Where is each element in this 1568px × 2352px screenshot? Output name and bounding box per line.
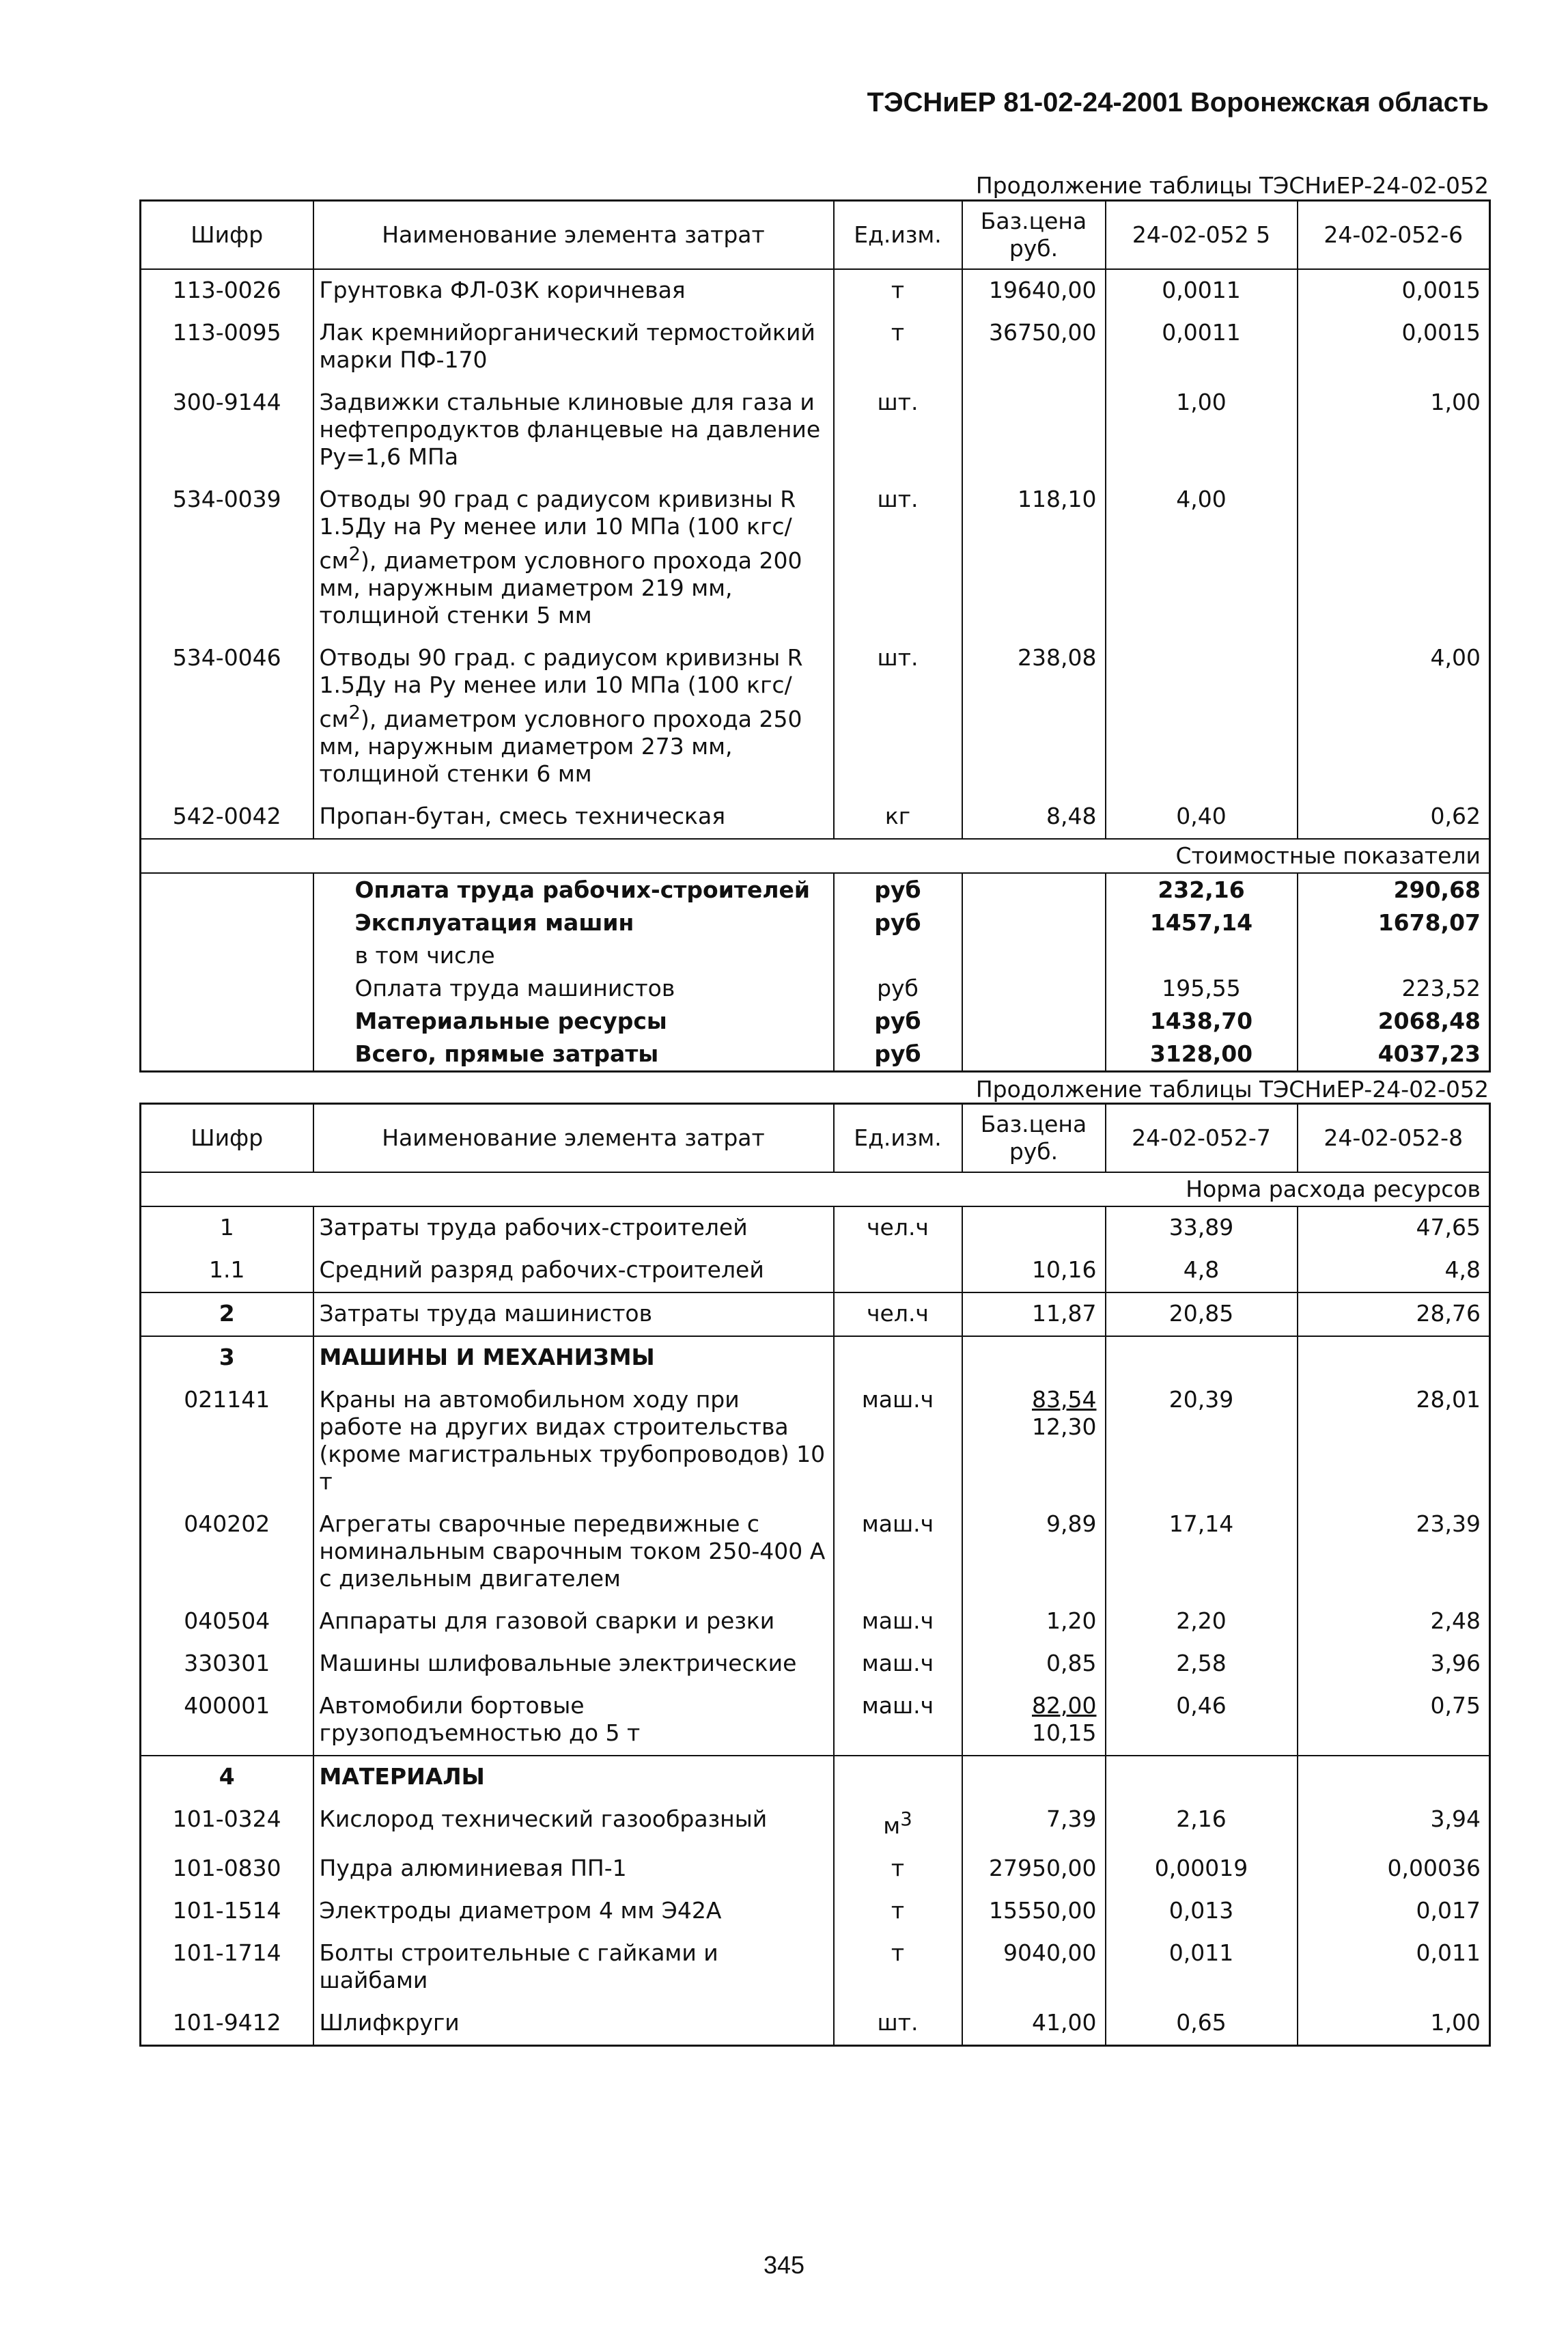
price-secondary: 10,15 <box>1032 1719 1097 1746</box>
row-name: Пропан-бутан, смесь техническая <box>313 796 834 839</box>
row-value-1: 2,20 <box>1106 1601 1298 1643</box>
row-name-part: Отводы 90 град. с радиусом кривизны R 1.5Ду на Ру менее или 10 МПа (100 кгс/см <box>319 644 803 732</box>
summary-price-cell <box>962 939 1106 972</box>
row-name: Краны на автомобильном ходу при работе на других видах строительства (кроме магистральных трубопроводов) 10 т <box>313 1379 834 1504</box>
row-name: Затраты труда рабочих-строителей <box>313 1206 834 1249</box>
summary-price-cell <box>962 907 1106 939</box>
header-unit: Ед.изм. <box>834 1104 962 1173</box>
page-number: 345 <box>763 2251 805 2279</box>
row-code: 1 <box>141 1206 313 1249</box>
section-band-label: Норма расхода ресурсов <box>141 1172 1490 1206</box>
row-value-1: 4,8 <box>1106 1249 1298 1292</box>
row-name: Затраты труда машинистов <box>313 1292 834 1336</box>
row-name: Болты строительные с гайками и шайбами <box>313 1933 834 2002</box>
row-price: 0,85 <box>962 1643 1106 1685</box>
summary-unit: руб <box>834 907 962 939</box>
row-unit: маш.ч <box>834 1601 962 1643</box>
summary-value-1 <box>1106 939 1298 972</box>
row-price: 1,20 <box>962 1601 1106 1643</box>
summary-unit: руб <box>834 873 962 907</box>
row-price: 9040,00 <box>962 1933 1106 2002</box>
row-value-1: 0,40 <box>1106 796 1298 839</box>
summary-unit <box>834 939 962 972</box>
row-name: Средний разряд рабочих-строителей <box>313 1249 834 1292</box>
row-value-2: 0,00036 <box>1298 1848 1490 1890</box>
row-code: 101-0830 <box>141 1848 313 1890</box>
summary-name: Оплата труда машинистов <box>313 972 834 1005</box>
row-price: 118,10 <box>962 479 1106 637</box>
row-unit <box>834 1249 962 1292</box>
price-secondary: 12,30 <box>1032 1413 1097 1440</box>
row-unit: т <box>834 312 962 382</box>
summary-value-2: 1678,07 <box>1298 907 1490 939</box>
row-unit: маш.ч <box>834 1643 962 1685</box>
row-code: 101-1514 <box>141 1890 313 1933</box>
superscript: 2 <box>348 543 361 565</box>
header-col-2: 24-02-052-6 <box>1298 201 1490 270</box>
resource-table-1 <box>139 199 1491 1073</box>
row-unit: т <box>834 1848 962 1890</box>
table-row <box>141 1799 1490 1848</box>
row-value-1: 33,89 <box>1106 1206 1298 1249</box>
row-price: 27950,00 <box>962 1848 1106 1890</box>
summary-unit: руб <box>834 972 962 1005</box>
table-row <box>141 1848 1490 1890</box>
summary-price-cell <box>962 873 1106 907</box>
table-row <box>141 637 1490 796</box>
row-name-part: ), диаметром условного прохода 200 мм, наружным диаметром 219 мм, толщиной стенки 5 мм <box>319 547 802 628</box>
row-value-1: 0,65 <box>1106 2002 1298 2046</box>
header-name: Наименование элемента затрат <box>313 201 834 270</box>
summary-value-1: 3128,00 <box>1106 1038 1298 1072</box>
row-price: 15550,00 <box>962 1890 1106 1933</box>
row-code: 101-0324 <box>141 1799 313 1848</box>
row-code: 400001 <box>141 1685 313 1756</box>
row-name: Автомобили бортовые грузоподъемностью до 5 т <box>313 1685 834 1756</box>
row-name: Электроды диаметром 4 мм Э42А <box>313 1890 834 1933</box>
row-name: Шлифкруги <box>313 2002 834 2046</box>
row-value-1: 20,39 <box>1106 1379 1298 1504</box>
row-value-2: 2,48 <box>1298 1601 1490 1643</box>
header-code: Шифр <box>141 201 313 270</box>
section-heading-row <box>141 1336 1490 1379</box>
row-unit <box>834 1336 962 1379</box>
row-value-1: 4,00 <box>1106 479 1298 637</box>
row-code: 101-1714 <box>141 1933 313 2002</box>
row-unit: т <box>834 1933 962 2002</box>
row-value-2: 3,96 <box>1298 1643 1490 1685</box>
section-heading-row <box>141 1756 1490 1799</box>
row-value-1: 0,0011 <box>1106 269 1298 312</box>
summary-code-cell <box>141 907 313 939</box>
summary-name: Материальные ресурсы <box>313 1005 834 1038</box>
header-col-1: 24-02-052-7 <box>1106 1104 1298 1173</box>
table-row <box>141 2002 1490 2046</box>
row-unit: маш.ч <box>834 1379 962 1504</box>
row-price: 8,48 <box>962 796 1106 839</box>
row-code: 300-9144 <box>141 382 313 479</box>
row-name: Грунтовка ФЛ-03К коричневая <box>313 269 834 312</box>
row-value-1 <box>1106 637 1298 796</box>
summary-name: Оплата труда рабочих-строителей <box>313 873 834 907</box>
row-value-1 <box>1106 1756 1298 1799</box>
header-col-2: 24-02-052-8 <box>1298 1104 1490 1173</box>
row-name: Кислород технический газообразный <box>313 1799 834 1848</box>
row-code: 113-0026 <box>141 269 313 312</box>
superscript: 3 <box>900 1808 912 1830</box>
table-header-row <box>141 1104 1490 1173</box>
row-code: 2 <box>141 1292 313 1336</box>
summary-code-cell <box>141 939 313 972</box>
row-value-1: 0,013 <box>1106 1890 1298 1933</box>
row-value-1 <box>1106 1336 1298 1379</box>
row-price <box>962 1336 1106 1379</box>
row-name-part: ), диаметром условного прохода 250 мм, наружным диаметром 273 мм, толщиной стенки 6 мм <box>319 706 802 787</box>
table-row <box>141 1643 1490 1685</box>
summary-unit: руб <box>834 1005 962 1038</box>
row-value-2: 0,62 <box>1298 796 1490 839</box>
price-main: 83,54 <box>1032 1386 1097 1413</box>
row-value-2: 4,00 <box>1298 637 1490 796</box>
row-code: 534-0046 <box>141 637 313 796</box>
section-band-label: Стоимостные показатели <box>141 839 1490 873</box>
row-price: 7,39 <box>962 1799 1106 1848</box>
summary-code-cell <box>141 1005 313 1038</box>
row-price: 19640,00 <box>962 269 1106 312</box>
row-code: 1.1 <box>141 1249 313 1292</box>
section-band-row <box>141 1172 1490 1206</box>
row-name: Машины шлифовальные электрические <box>313 1643 834 1685</box>
summary-name: в том числе <box>313 939 834 972</box>
row-price: 10,16 <box>962 1249 1106 1292</box>
row-name <box>313 637 834 796</box>
summary-price-cell <box>962 1038 1106 1072</box>
summary-code-cell <box>141 873 313 907</box>
table-row <box>141 1933 1490 2002</box>
summary-value-1: 1438,70 <box>1106 1005 1298 1038</box>
row-code: 330301 <box>141 1643 313 1685</box>
row-unit: маш.ч <box>834 1504 962 1601</box>
row-price <box>962 1756 1106 1799</box>
row-code: 021141 <box>141 1379 313 1504</box>
header-price: Баз.цена руб. <box>962 201 1106 270</box>
price-main: 82,00 <box>1032 1692 1097 1719</box>
summary-value-1: 195,55 <box>1106 972 1298 1005</box>
table2-caption: Продолжение таблицы ТЭСНиЕР-24-02-052 <box>975 1076 1489 1103</box>
row-value-1: 2,58 <box>1106 1643 1298 1685</box>
table-row <box>141 1292 1490 1336</box>
summary-code-cell <box>141 972 313 1005</box>
row-name: Пудра алюминиевая ПП-1 <box>313 1848 834 1890</box>
row-name-part: Отводы 90 град с радиусом кривизны R 1.5Ду на Ру менее или 10 МПа (100 кгс/см <box>319 486 796 574</box>
table1-caption: Продолжение таблицы ТЭСНиЕР-24-02-052 <box>975 172 1489 199</box>
row-value-2 <box>1298 1336 1490 1379</box>
row-value-2 <box>1298 479 1490 637</box>
summary-value-2: 2068,48 <box>1298 1005 1490 1038</box>
document-header: ТЭСНиЕР 81-02-24-2001 Воронежская область <box>867 87 1489 117</box>
section-heading: МАТЕРИАЛЫ <box>313 1756 834 1799</box>
table-row <box>141 1504 1490 1601</box>
row-code: 113-0095 <box>141 312 313 382</box>
resource-table-2 <box>139 1103 1491 2047</box>
summary-value-2 <box>1298 939 1490 972</box>
table-row <box>141 312 1490 382</box>
row-value-1: 1,00 <box>1106 382 1298 479</box>
row-unit: маш.ч <box>834 1685 962 1756</box>
table-row <box>141 1601 1490 1643</box>
summary-row <box>141 907 1490 939</box>
row-value-2: 4,8 <box>1298 1249 1490 1292</box>
summary-row <box>141 873 1490 907</box>
row-price: 36750,00 <box>962 312 1106 382</box>
summary-name: Всего, прямые затраты <box>313 1038 834 1072</box>
row-value-2: 0,75 <box>1298 1685 1490 1756</box>
row-value-2: 1,00 <box>1298 382 1490 479</box>
superscript: 2 <box>348 702 361 723</box>
row-name: Лак кремнийорганический термостойкий марки ПФ-170 <box>313 312 834 382</box>
summary-row <box>141 1038 1490 1072</box>
row-value-2: 47,65 <box>1298 1206 1490 1249</box>
row-value-1: 0,46 <box>1106 1685 1298 1756</box>
summary-unit: руб <box>834 1038 962 1072</box>
row-unit: т <box>834 269 962 312</box>
table-row <box>141 1379 1490 1504</box>
header-price: Баз.цена руб. <box>962 1104 1106 1173</box>
summary-value-2: 4037,23 <box>1298 1038 1490 1072</box>
table-row <box>141 796 1490 839</box>
row-code: 040202 <box>141 1504 313 1601</box>
row-value-2: 0,011 <box>1298 1933 1490 2002</box>
summary-name: Эксплуатация машин <box>313 907 834 939</box>
row-unit: кг <box>834 796 962 839</box>
table-row <box>141 1685 1490 1756</box>
summary-row <box>141 972 1490 1005</box>
row-code: 542-0042 <box>141 796 313 839</box>
header-col-1: 24-02-052 5 <box>1106 201 1298 270</box>
row-code: 040504 <box>141 1601 313 1643</box>
row-value-1: 2,16 <box>1106 1799 1298 1848</box>
row-value-2: 23,39 <box>1298 1504 1490 1601</box>
row-unit <box>834 1756 962 1799</box>
row-unit: чел.ч <box>834 1206 962 1249</box>
row-value-2: 28,76 <box>1298 1292 1490 1336</box>
row-code: 4 <box>141 1756 313 1799</box>
row-price: 238,08 <box>962 637 1106 796</box>
row-price: 41,00 <box>962 2002 1106 2046</box>
summary-value-1: 232,16 <box>1106 873 1298 907</box>
table-row <box>141 1249 1490 1292</box>
row-value-2: 0,0015 <box>1298 312 1490 382</box>
row-value-1: 0,011 <box>1106 1933 1298 2002</box>
row-unit <box>834 1799 962 1848</box>
row-value-2: 0,017 <box>1298 1890 1490 1933</box>
summary-code-cell <box>141 1038 313 1072</box>
row-unit: шт. <box>834 382 962 479</box>
row-price <box>962 382 1106 479</box>
row-name <box>313 479 834 637</box>
section-heading: МАШИНЫ И МЕХАНИЗМЫ <box>313 1336 834 1379</box>
row-price: 9,89 <box>962 1504 1106 1601</box>
table-row <box>141 382 1490 479</box>
row-unit: шт. <box>834 637 962 796</box>
summary-value-2: 223,52 <box>1298 972 1490 1005</box>
row-value-2: 28,01 <box>1298 1379 1490 1504</box>
row-unit: шт. <box>834 479 962 637</box>
row-code: 3 <box>141 1336 313 1379</box>
row-value-1: 17,14 <box>1106 1504 1298 1601</box>
summary-row <box>141 1005 1490 1038</box>
summary-price-cell <box>962 1005 1106 1038</box>
row-unit: т <box>834 1890 962 1933</box>
header-unit: Ед.изм. <box>834 201 962 270</box>
row-price: 11,87 <box>962 1292 1106 1336</box>
summary-price-cell <box>962 972 1106 1005</box>
table-row <box>141 479 1490 637</box>
header-code: Шифр <box>141 1104 313 1173</box>
row-value-2: 3,94 <box>1298 1799 1490 1848</box>
row-value-1: 0,00019 <box>1106 1848 1298 1890</box>
summary-value-2: 290,68 <box>1298 873 1490 907</box>
row-name: Агрегаты сварочные передвижные с номинальным сварочным током 250-400 А с дизельным двигателем <box>313 1504 834 1601</box>
row-value-1: 20,85 <box>1106 1292 1298 1336</box>
row-value-2: 1,00 <box>1298 2002 1490 2046</box>
row-name: Аппараты для газовой сварки и резки <box>313 1601 834 1643</box>
section-band-row <box>141 839 1490 873</box>
table-row <box>141 269 1490 312</box>
table-row <box>141 1890 1490 1933</box>
row-code: 534-0039 <box>141 479 313 637</box>
table-header-row <box>141 201 1490 270</box>
row-value-2 <box>1298 1756 1490 1799</box>
row-code: 101-9412 <box>141 2002 313 2046</box>
row-name: Задвижки стальные клиновые для газа и нефтепродуктов фланцевые на давление Ру=1,6 МПа <box>313 382 834 479</box>
unit-base: м <box>883 1812 901 1839</box>
row-value-1: 0,0011 <box>1106 312 1298 382</box>
row-unit: шт. <box>834 2002 962 2046</box>
row-price <box>962 1206 1106 1249</box>
row-price <box>962 1685 1106 1756</box>
summary-row <box>141 939 1490 972</box>
summary-value-1: 1457,14 <box>1106 907 1298 939</box>
row-value-2: 0,0015 <box>1298 269 1490 312</box>
header-name: Наименование элемента затрат <box>313 1104 834 1173</box>
row-unit: чел.ч <box>834 1292 962 1336</box>
row-price <box>962 1379 1106 1504</box>
table-row <box>141 1206 1490 1249</box>
